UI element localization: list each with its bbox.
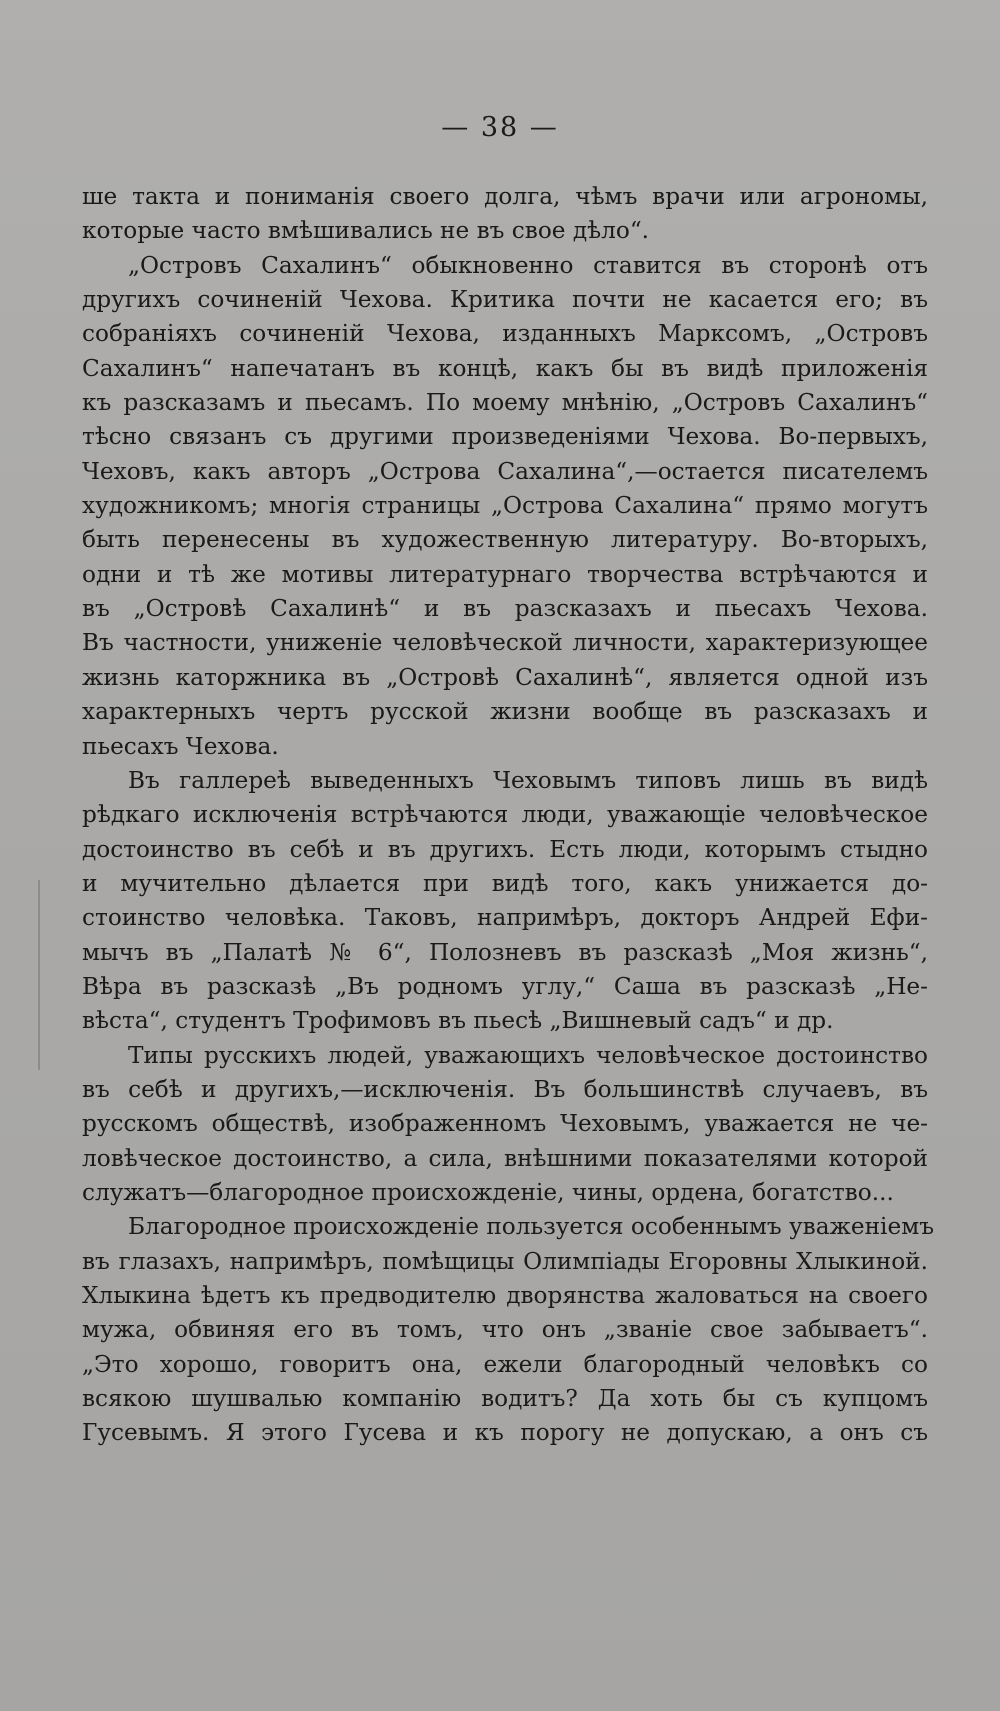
text-line: Сахалинъ“ напечатанъ въ концѣ, какъ бы въ видѣ приложенія xyxy=(82,354,928,382)
text-line: жизнь каторжника въ „Островѣ Сахалинѣ“, является одной изъ xyxy=(82,663,928,691)
text-line: Въ галлереѣ выведенныхъ Чеховымъ типовъ лишь въ видѣ xyxy=(128,766,928,794)
text-line: русскомъ обществѣ, изображенномъ Чеховымъ, уважается не че- xyxy=(82,1110,928,1138)
text-line: которые часто вмѣшивались не въ свое дѣло“. xyxy=(82,217,650,245)
text-line: тѣсно связанъ съ другими произведеніями Чехова. Во-первыхъ, xyxy=(82,423,928,451)
text-line: въ себѣ и другихъ,—исключенія. Въ большинствѣ случаевъ, въ xyxy=(82,1075,928,1103)
text-line: ше такта и пониманія своего долга, чѣмъ врачи или агрономы, xyxy=(82,183,928,210)
text-line: Благородное происхожденіе пользуется особеннымъ уваженіемъ xyxy=(128,1213,934,1241)
paragraph xyxy=(82,249,928,764)
text-line: мычъ въ „Палатѣ № 6“, Полозневъ въ разсказѣ „Моя жизнь“, xyxy=(82,938,928,966)
text-line: одни и тѣ же мотивы литературнаго творчества встрѣчаются и xyxy=(82,560,928,588)
text-line: Чеховъ, какъ авторъ „Острова Сахалина“,—остается писателемъ xyxy=(82,457,928,485)
text-line: служатъ—благородное происхожденіе, чины, ордена, богатство... xyxy=(82,1178,894,1206)
text-line: Хлыкина ѣдетъ къ предводителю дворянства жаловаться на своего xyxy=(82,1282,928,1309)
text-line: всякою шушвалью компанію водитъ? Да хоть бы съ купцомъ xyxy=(82,1385,928,1413)
page-number: — 38 — xyxy=(441,112,559,143)
paragraph xyxy=(82,764,928,1039)
text-line: достоинство въ себѣ и въ другихъ. Есть люди, которымъ стыдно xyxy=(82,835,928,863)
text-line: другихъ сочиненій Чехова. Критика почти не касается его; въ xyxy=(82,286,928,314)
text-line: въ глазахъ, напримѣръ, помѣщицы Олимпіады Егоровны Хлыкиной. xyxy=(82,1247,928,1275)
text-line: мужа, обвиняя его въ томъ, что онъ „званіе свое забываетъ“. xyxy=(82,1316,928,1344)
body-text xyxy=(82,180,934,1451)
text-line: къ разсказамъ и пьесамъ. По моему мнѣнію, „Островъ Сахалинъ“ xyxy=(82,389,928,417)
text-line: Гусевымъ. Я этого Гусева и къ порогу не допускаю, а онъ съ xyxy=(82,1419,928,1447)
text-line: Въ частности, униженіе человѣческой личности, характеризующее xyxy=(82,629,928,657)
paragraph xyxy=(82,1210,934,1450)
text-line: Типы русскихъ людей, уважающихъ человѣческое достоинство xyxy=(128,1041,928,1069)
text-line: „Это хорошо, говоритъ она, ежели благородный человѣкъ со xyxy=(82,1350,928,1378)
text-line: „Островъ Сахалинъ“ обыкновенно ставится въ сторонѣ отъ xyxy=(128,251,928,279)
paragraph xyxy=(82,1039,928,1211)
text-line: ловѣческое достоинство, а сила, внѣшними показателями которой xyxy=(82,1144,928,1172)
text-line: собраніяхъ сочиненій Чехова, изданныхъ Марксомъ, „Островъ xyxy=(82,320,928,348)
text-line: быть перенесены въ художественную литературу. Во-вторыхъ, xyxy=(82,526,928,554)
text-line: пьесахъ Чехова. xyxy=(82,732,279,760)
text-line: характерныхъ чертъ русской жизни вообще въ разсказахъ и xyxy=(82,698,928,726)
paragraph xyxy=(82,180,928,249)
text-line: стоинство человѣка. Таковъ, напримѣръ, докторъ Андрей Ефи- xyxy=(82,904,928,932)
text-line: художникомъ; многія страницы „Острова Сахалина“ прямо могутъ xyxy=(82,492,928,520)
text-line: рѣдкаго исключенія встрѣчаются люди, уважающіе человѣческое xyxy=(82,801,928,829)
scan-edge-mark xyxy=(38,880,40,1070)
text-line: вѣста“, студентъ Трофимовъ въ пьесѣ „Вишневый садъ“ и др. xyxy=(82,1007,834,1035)
text-line: Вѣра въ разсказѣ „Въ родномъ углу,“ Саша въ разсказѣ „Не- xyxy=(82,972,928,1000)
text-line: и мучительно дѣлается при видѣ того, какъ унижается до- xyxy=(82,869,928,897)
text-line: въ „Островѣ Сахалинѣ“ и въ разсказахъ и пьесахъ Чехова. xyxy=(82,595,928,623)
